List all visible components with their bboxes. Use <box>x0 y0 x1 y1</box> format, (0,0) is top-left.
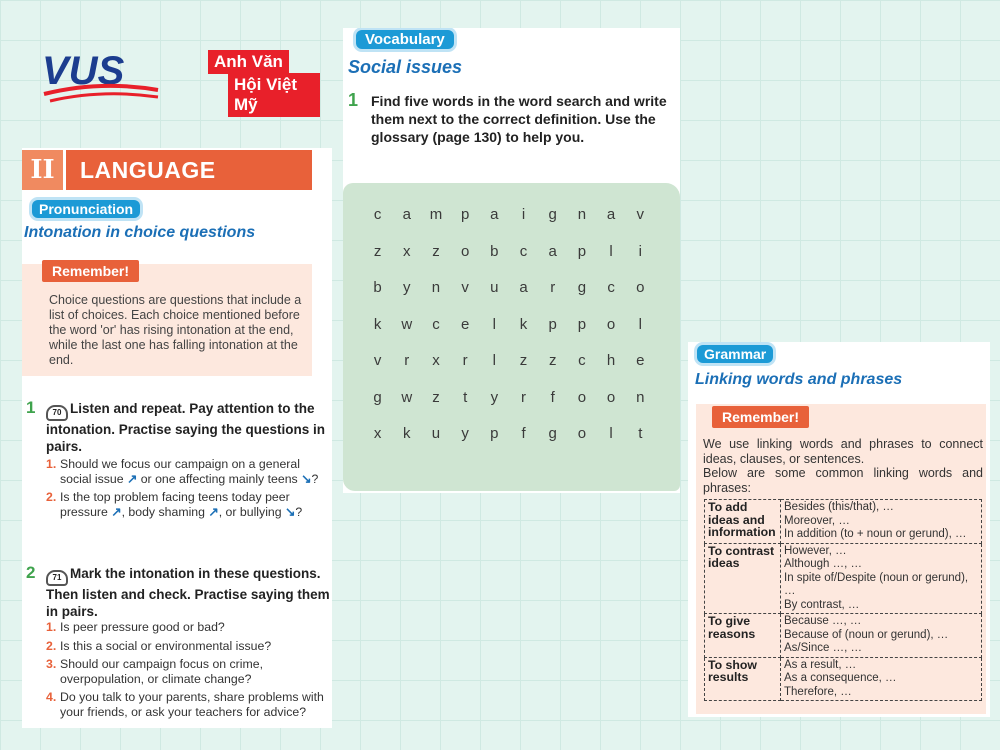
table-category: To contrast ideas <box>705 543 781 614</box>
grid-letter: l <box>609 425 613 442</box>
grid-row <box>363 279 663 316</box>
grid-letter: o <box>460 242 470 260</box>
list-item: 3. Should our campaign focus on crime, overpopulation, or climate change? <box>46 657 264 686</box>
falling-arrow-icon: ↘ <box>301 471 312 486</box>
grid-letter: e <box>636 352 645 369</box>
grid-letter: p <box>577 315 587 333</box>
grid-letter: p <box>460 206 470 223</box>
grid-letter: n <box>431 279 441 296</box>
grid-letter: g <box>373 388 382 406</box>
vocab-exercise-number: 1 <box>348 90 359 110</box>
grid-letter: m <box>429 206 443 223</box>
table-category: To show results <box>705 657 781 701</box>
grid-letter: o <box>577 425 587 442</box>
grid-letter: w <box>401 315 413 333</box>
vocabulary-panel <box>343 28 680 493</box>
list-item: 4. Do you talk to your parents, share problems with your friends, or ask your teachers for advice? <box>46 690 324 719</box>
grid-letter: y <box>490 388 499 406</box>
grid-letter: g <box>577 279 587 296</box>
section-header <box>22 150 312 190</box>
grid-letter: i <box>521 206 526 223</box>
grammar-intro-2: Below are some common linking words and phrases: <box>703 466 983 495</box>
grammar-panel <box>688 342 990 717</box>
grid-letter: e <box>460 315 470 333</box>
grid-letter: r <box>521 388 527 406</box>
vus-logo <box>40 44 320 114</box>
exercise-2-list <box>46 620 328 723</box>
grid-letter: c <box>578 352 586 369</box>
grid-letter: c <box>432 315 440 333</box>
grid-letter: n <box>636 388 645 406</box>
table-row <box>705 614 982 658</box>
grid-letter: u <box>490 279 499 296</box>
logo-tagline-1: Anh Văn <box>208 50 289 74</box>
grid-row <box>363 352 663 389</box>
grid-letter: k <box>403 425 411 442</box>
grid-letter: l <box>492 315 497 333</box>
grid-letter: k <box>373 315 382 333</box>
grid-letter: v <box>636 206 645 223</box>
vus-logo-mark <box>40 44 160 108</box>
audio-icon[interactable]: 71 <box>46 570 68 586</box>
grid-letter: g <box>548 206 557 223</box>
table-items: However, … Although …, … In spite of/Despite (noun or gerund), … By contrast, … <box>781 543 982 614</box>
table-category: To give reasons <box>705 614 781 658</box>
rising-arrow-icon: ↗ <box>111 504 122 519</box>
exercise-1-number: 1 <box>26 398 36 417</box>
list-item: 1. Should we focus our campaign on a general social issue ↗ or one affecting mainly teens ↘? <box>46 457 319 486</box>
grammar-remember-tag: Remember! <box>712 406 809 428</box>
grid-letter: c <box>519 242 528 260</box>
grid-letter: y <box>461 425 469 442</box>
grid-letter: a <box>490 206 499 223</box>
grid-letter: z <box>519 352 528 369</box>
grid-letter: a <box>402 206 411 223</box>
grid-letter: v <box>461 279 469 296</box>
grid-row <box>363 243 663 280</box>
falling-arrow-icon: ↘ <box>285 504 296 519</box>
grid-letter: i <box>638 242 642 260</box>
pronunciation-label: Pronunciation <box>32 200 140 218</box>
grid-letter: v <box>373 352 382 369</box>
grid-letter: t <box>638 425 643 442</box>
grid-letter: f <box>521 425 526 442</box>
vocabulary-title: Social issues <box>348 57 463 77</box>
grid-row <box>363 389 663 426</box>
grid-letter: z <box>373 242 382 260</box>
table-row <box>705 500 982 544</box>
grid-letter: b <box>490 242 499 260</box>
table-row <box>705 657 982 701</box>
exercise-2-text: Mark the intonation in these questions. Then listen and check. Practise saying them in pairs. <box>46 566 330 619</box>
pronunciation-title: Intonation in choice questions <box>24 224 256 241</box>
grid-letter: l <box>638 315 642 333</box>
grid-letter: a <box>606 206 616 223</box>
remember-tag: Remember! <box>42 260 139 282</box>
grammar-intro-1: We use linking words and phrases to connect ideas, clauses, or sentences. <box>703 437 983 466</box>
grid-letter: g <box>548 425 557 442</box>
vocabulary-label: Vocabulary <box>356 30 454 49</box>
word-search-grid <box>363 206 663 462</box>
exercise-2-number: 2 <box>26 563 36 582</box>
logo-brand-text: VUS <box>42 49 125 93</box>
logo-tagline-2: Hội Việt Mỹ <box>228 73 320 117</box>
grid-letter: h <box>606 352 616 369</box>
grid-letter: r <box>404 352 410 369</box>
table-category: To add ideas and information <box>705 500 781 544</box>
grid-letter: z <box>548 352 557 369</box>
remember-text: Choice questions are questions that include a list of choices. Each choice mentioned before the word 'or' has rising intonation at the end, while the last one has falling intonation at the end. <box>49 293 302 367</box>
grid-letter: p <box>548 315 557 333</box>
exercise-1-list <box>46 457 328 523</box>
grid-letter: o <box>636 279 645 296</box>
grid-letter: l <box>492 352 497 369</box>
grid-letter: a <box>548 242 557 260</box>
grid-letter: u <box>431 425 441 442</box>
exercise-1-text: Listen and repeat. Pay attention to the intonation. Practise saying the questions in pairs. <box>46 401 326 454</box>
linking-words-table <box>704 499 982 701</box>
table-items: Besides (this/that), … Moreover, … In addition (to + noun or gerund), … <box>781 500 982 544</box>
language-panel <box>22 148 332 728</box>
grid-letter: z <box>432 388 440 406</box>
grid-letter: p <box>490 425 499 442</box>
exercise-2-instruction <box>46 565 330 620</box>
list-item: 2. Is the top problem facing teens today peer pressure ↗, body shaming ↗, or bullying ↘? <box>46 490 303 519</box>
grid-letter: w <box>401 388 413 406</box>
grid-letter: r <box>462 352 468 369</box>
grid-letter: l <box>609 242 613 260</box>
grid-letter: n <box>577 206 587 223</box>
grid-letter: k <box>519 315 528 333</box>
list-item: 1. Is peer pressure good or bad? <box>46 620 225 634</box>
grammar-title: Linking words and phrases <box>695 371 903 388</box>
grid-letter: r <box>550 279 556 296</box>
exercise-1-instruction <box>46 400 330 455</box>
grid-letter: c <box>607 279 615 296</box>
table-row <box>705 543 982 614</box>
audio-icon[interactable]: 70 <box>46 405 68 421</box>
grid-letter: o <box>606 388 616 406</box>
vocab-exercise-instruction: Find five words in the word search and write them next to the correct definition. Use the glossary (page 130) to help you. <box>371 93 667 145</box>
rising-arrow-icon: ↗ <box>126 471 138 486</box>
grid-letter: o <box>606 315 616 333</box>
table-items: As a result, … As a consequence, … Therefore, … <box>781 657 982 701</box>
grid-letter: b <box>373 279 382 296</box>
grammar-label: Grammar <box>697 345 773 363</box>
rising-arrow-icon: ↗ <box>208 504 219 519</box>
grid-letter: p <box>577 242 587 260</box>
list-item: 2. Is this a social or environmental issue? <box>46 638 272 653</box>
section-number: II <box>22 150 66 190</box>
grid-letter: x <box>432 352 440 369</box>
grid-letter: o <box>577 388 587 406</box>
grid-letter: z <box>432 242 440 260</box>
grid-row <box>363 206 663 243</box>
grid-row <box>363 316 663 353</box>
grid-letter: c <box>373 206 382 223</box>
grid-row <box>363 425 663 462</box>
grid-letter: x <box>403 242 411 260</box>
grid-letter: t <box>463 388 468 406</box>
grid-letter: y <box>403 279 411 296</box>
table-items: Because …, … Because of (noun or gerund), … As/Since …, … <box>781 614 982 658</box>
section-title: LANGUAGE <box>80 157 216 183</box>
grid-letter: f <box>550 388 555 406</box>
grid-letter: a <box>519 279 528 296</box>
grammar-intro <box>703 437 983 495</box>
grid-letter: x <box>373 425 382 442</box>
